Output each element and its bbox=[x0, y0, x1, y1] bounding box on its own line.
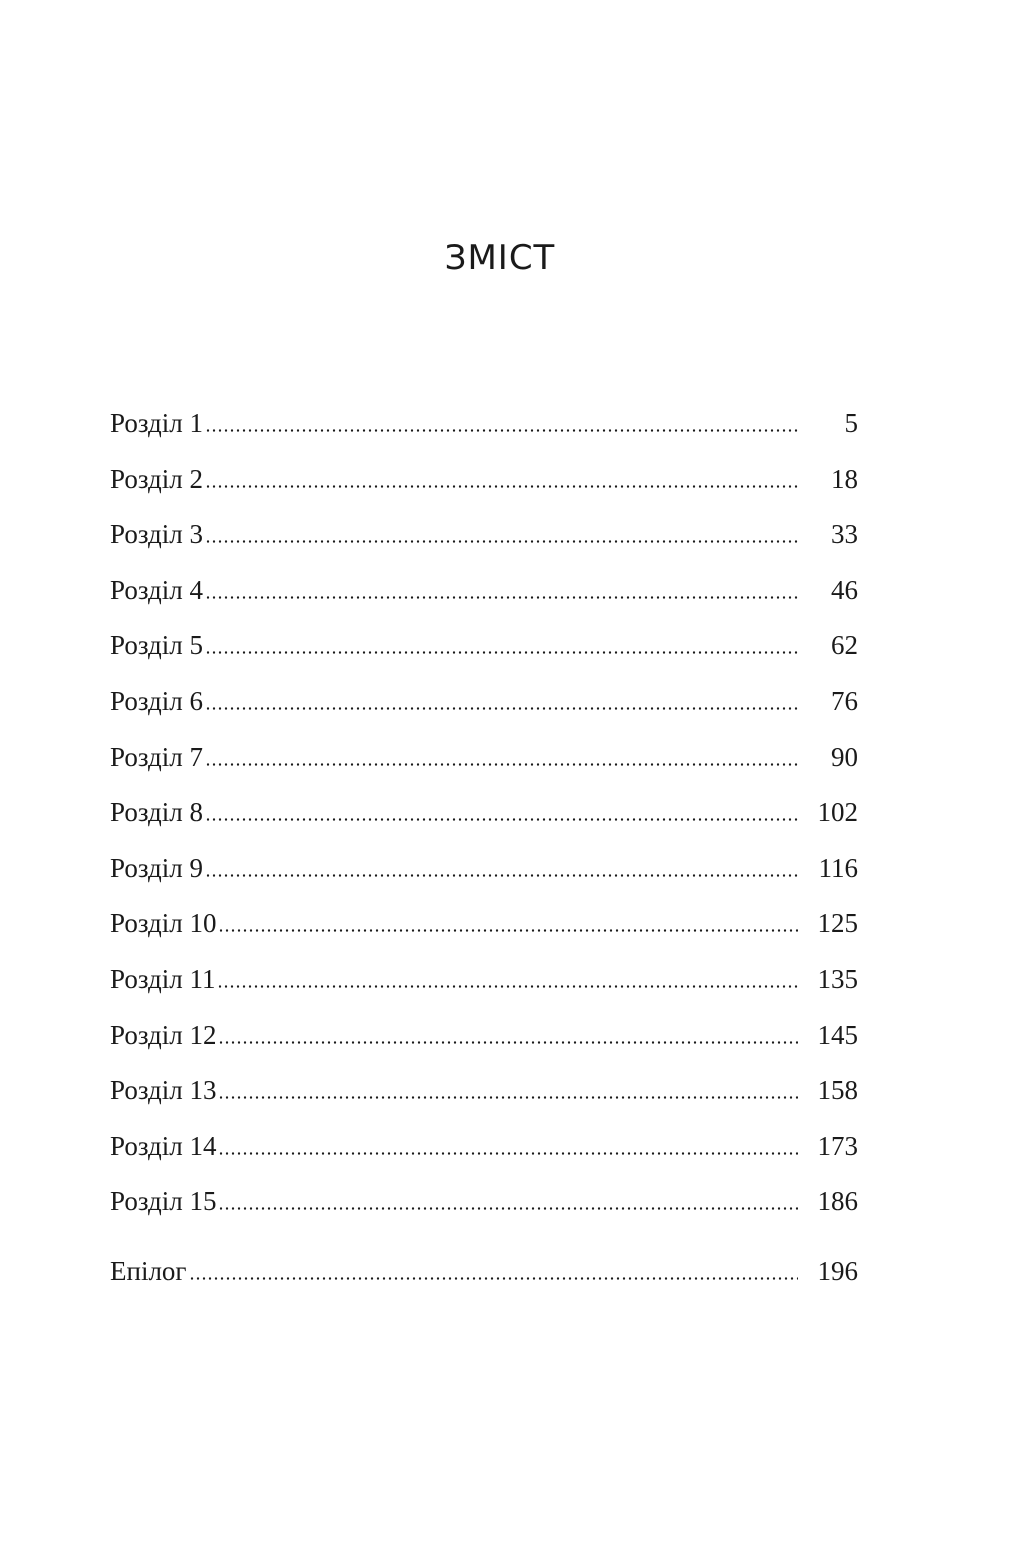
toc-entry-chapter-1 bbox=[110, 396, 858, 452]
dot-leader bbox=[218, 929, 798, 932]
toc-entry-label: Розділ 4 bbox=[110, 574, 203, 605]
toc-entry-page: 90 bbox=[831, 741, 858, 772]
toc-entry-page: 186 bbox=[817, 1186, 858, 1217]
dot-leader bbox=[218, 1207, 798, 1210]
toc-entry-chapter-12 bbox=[110, 1008, 858, 1064]
toc-entry-label: Розділ 7 bbox=[110, 741, 203, 772]
toc-entry-page: 173 bbox=[817, 1130, 858, 1161]
toc-entry-chapter-8 bbox=[110, 785, 858, 841]
dot-leader bbox=[218, 1041, 798, 1044]
toc-entry-label: Епілог bbox=[110, 1255, 187, 1286]
toc-entry-page: 135 bbox=[817, 963, 858, 994]
toc-entry-label: Розділ 2 bbox=[110, 463, 203, 494]
dot-leader bbox=[205, 596, 798, 599]
toc-entry-page: 46 bbox=[831, 574, 858, 605]
toc-entry-label: Розділ 6 bbox=[110, 685, 203, 716]
dot-leader bbox=[205, 651, 798, 654]
toc-entry-label: Розділ 13 bbox=[110, 1075, 217, 1106]
toc-entry-label: Розділ 9 bbox=[110, 852, 203, 883]
toc-entry-chapter-7 bbox=[110, 730, 858, 786]
toc-entry-page: 5 bbox=[844, 408, 858, 438]
toc-entry-page: 18 bbox=[831, 463, 858, 494]
dot-leader bbox=[205, 429, 798, 432]
dot-leader bbox=[205, 763, 798, 766]
dot-leader bbox=[205, 540, 798, 543]
toc-entry-chapter-15 bbox=[110, 1174, 858, 1230]
dot-leader bbox=[217, 985, 798, 988]
toc-entry-page: 33 bbox=[831, 519, 858, 550]
dot-leader bbox=[189, 1277, 799, 1280]
toc-entry-chapter-3 bbox=[110, 507, 858, 563]
toc-entry-page: 158 bbox=[817, 1075, 858, 1106]
toc-entry-chapter-5 bbox=[110, 618, 858, 674]
toc-entry-label: Розділ 8 bbox=[110, 797, 203, 828]
toc-entry-label: Розділ 14 bbox=[110, 1130, 217, 1161]
toc-entry-chapter-10 bbox=[110, 896, 858, 952]
toc-entry-page: 145 bbox=[817, 1019, 858, 1050]
dot-leader bbox=[205, 485, 798, 488]
toc-entry-page: 116 bbox=[818, 852, 858, 883]
toc-entry-chapter-2 bbox=[110, 452, 858, 508]
toc-entry-chapter-9 bbox=[110, 841, 858, 897]
toc-entry-page: 62 bbox=[831, 630, 858, 661]
page-title: ЗМІСТ bbox=[444, 238, 556, 278]
toc-entry-page: 196 bbox=[817, 1255, 858, 1286]
toc-entry-label: Розділ 10 bbox=[110, 908, 217, 939]
toc-entry-label: Розділ 12 bbox=[110, 1019, 217, 1050]
toc-entry-chapter-13 bbox=[110, 1063, 858, 1119]
toc-entry-chapter-4 bbox=[110, 563, 858, 619]
toc-entry-label: Розділ 11 bbox=[110, 963, 216, 994]
toc-entry-page: 102 bbox=[817, 797, 858, 828]
dot-leader bbox=[205, 707, 798, 710]
table-of-contents bbox=[110, 396, 858, 1300]
toc-entry-chapter-6 bbox=[110, 674, 858, 730]
toc-entry-label: Розділ 5 bbox=[110, 630, 203, 661]
toc-entry-label: Розділ 15 bbox=[110, 1186, 217, 1217]
toc-entry-label: Розділ 3 bbox=[110, 519, 203, 550]
toc-entry-label: Розділ 1 bbox=[110, 408, 203, 438]
dot-leader bbox=[218, 1096, 798, 1099]
dot-leader bbox=[205, 818, 798, 821]
toc-entry-chapter-14 bbox=[110, 1119, 858, 1175]
dot-leader bbox=[205, 874, 798, 877]
toc-entry-page: 125 bbox=[817, 908, 858, 939]
toc-entry-page: 76 bbox=[831, 685, 858, 716]
toc-entry-chapter-11 bbox=[110, 952, 858, 1008]
dot-leader bbox=[218, 1152, 798, 1155]
toc-entry-epilogue bbox=[110, 1244, 858, 1300]
